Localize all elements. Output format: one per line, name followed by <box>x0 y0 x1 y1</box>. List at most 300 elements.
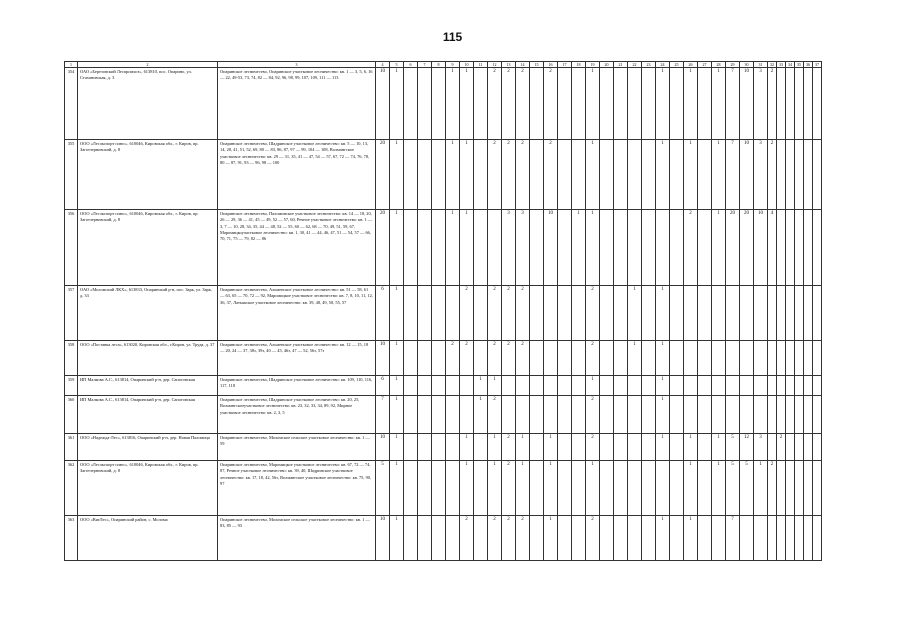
value-cell: 3 <box>754 434 768 461</box>
value-cell <box>768 434 777 461</box>
value-cell <box>628 68 642 140</box>
value-cell <box>813 286 822 341</box>
column-number: 28 <box>712 62 726 68</box>
value-cell <box>712 376 726 396</box>
value-cell: 2 <box>516 140 530 210</box>
value-cell <box>432 396 446 434</box>
value-cell <box>572 516 586 561</box>
value-cell <box>795 516 804 561</box>
value-cell <box>642 396 656 434</box>
value-cell <box>474 516 488 561</box>
value-cell <box>544 286 558 341</box>
value-cell <box>795 140 804 210</box>
value-cell <box>786 516 795 561</box>
value-cell: 2 <box>488 68 502 140</box>
value-cell <box>804 396 813 434</box>
value-cell <box>670 286 684 341</box>
value-cell: 7 <box>376 396 390 434</box>
value-cell <box>670 68 684 140</box>
value-cell <box>670 461 684 516</box>
value-cell: 1 <box>474 376 488 396</box>
value-cell: 1 <box>684 140 698 210</box>
value-cell: 2 <box>488 516 502 561</box>
value-cell <box>777 210 786 286</box>
value-cell <box>628 376 642 396</box>
value-cell: 2 <box>516 68 530 140</box>
value-cell <box>768 396 777 434</box>
value-cell <box>446 516 460 561</box>
value-cell <box>474 341 488 376</box>
forestry-description-cell: Опаринское лесничество, Альменское участковое лесничество: кв. 51 — 58, 61 — 63, 65 — 70, 72 — 92, Маромицкое участковое лесничество: кв. 7, 8, 10, 11, 12, 36, 37, Латышское участковое лесничество: кв. 39, 48, 49, 50, 55, 57 <box>218 286 376 341</box>
table-row <box>65 434 822 461</box>
table-row <box>65 376 822 396</box>
value-cell <box>813 210 822 286</box>
value-cell <box>432 341 446 376</box>
value-cell <box>813 140 822 210</box>
value-cell: 1 <box>390 341 404 376</box>
value-cell <box>754 516 768 561</box>
value-cell <box>813 68 822 140</box>
value-cell <box>768 286 777 341</box>
value-cell <box>516 376 530 396</box>
value-cell: 1 <box>390 210 404 286</box>
column-number: 29 <box>726 62 740 68</box>
value-cell: 2 <box>460 341 474 376</box>
value-cell <box>786 434 795 461</box>
value-cell: 2 <box>446 341 460 376</box>
value-cell <box>572 68 586 140</box>
value-cell: 6 <box>376 286 390 341</box>
value-cell <box>502 396 516 434</box>
value-cell: 1 <box>628 341 642 376</box>
column-number: 35 <box>795 62 804 68</box>
value-cell <box>558 210 572 286</box>
value-cell: 1 <box>586 210 600 286</box>
value-cell <box>516 396 530 434</box>
value-cell <box>614 140 628 210</box>
value-cell: 2 <box>768 461 777 516</box>
value-cell <box>698 516 712 561</box>
column-number: 32 <box>768 62 777 68</box>
value-cell <box>684 341 698 376</box>
value-cell: 1 <box>390 286 404 341</box>
column-number: 14 <box>516 62 530 68</box>
value-cell: 1 <box>712 68 726 140</box>
value-cell: 1 <box>712 210 726 286</box>
value-cell <box>804 210 813 286</box>
row-number: 360 <box>65 396 78 434</box>
value-cell: 1 <box>516 461 530 516</box>
value-cell: 5 <box>376 461 390 516</box>
value-cell <box>786 376 795 396</box>
value-cell <box>446 376 460 396</box>
value-cell: 3 <box>754 68 768 140</box>
forestry-description-cell: Опаринское лесничество, Шадринское участковое лесничество: кв. 20, 25, Волмангскоеучастковое лесничество: кв. 23, 32, 33, 34, 89, 92, Мирное участковое лесничество: кв. 2, 3, 5 <box>218 396 376 434</box>
value-cell: 2 <box>502 434 516 461</box>
value-cell: 3 <box>754 140 768 210</box>
value-cell <box>446 461 460 516</box>
column-number: 26 <box>684 62 698 68</box>
value-cell <box>642 286 656 341</box>
table-row <box>65 286 822 341</box>
value-cell <box>684 286 698 341</box>
value-cell: 1 <box>586 68 600 140</box>
value-cell <box>404 210 418 286</box>
value-cell <box>726 376 740 396</box>
table-row <box>65 461 822 516</box>
page-number: 115 <box>442 30 463 44</box>
value-cell <box>670 376 684 396</box>
value-cell: 2 <box>544 68 558 140</box>
value-cell: 1 <box>474 396 488 434</box>
value-cell <box>530 434 544 461</box>
value-cell <box>698 210 712 286</box>
value-cell <box>813 341 822 376</box>
value-cell: 2 <box>502 516 516 561</box>
value-cell <box>460 376 474 396</box>
value-cell <box>628 140 642 210</box>
value-cell <box>786 341 795 376</box>
value-cell <box>432 140 446 210</box>
forestry-description-cell: Опаринское лесничество, Альменское участковое лесничество: кв. 12 — 15, 18 — 20, 24 — 37, 38з, 39з, 40 — 45, 46з, 47 — 52, 56з, 57з <box>218 341 376 376</box>
value-cell <box>777 376 786 396</box>
value-cell: 2 <box>502 341 516 376</box>
value-cell: 10 <box>376 516 390 561</box>
organization-cell: ИП Малкова А.С., 613814, Опаринский р-н, дер. Сапоговская <box>78 376 218 396</box>
value-cell <box>418 140 432 210</box>
value-cell <box>432 461 446 516</box>
value-cell: 2 <box>684 210 698 286</box>
value-cell: 12 <box>740 434 754 461</box>
value-cell: 2 <box>586 396 600 434</box>
value-cell: 2 <box>516 286 530 341</box>
column-number: 8 <box>432 62 446 68</box>
value-cell <box>530 461 544 516</box>
value-cell <box>530 286 544 341</box>
forestry-description-cell: Опаринское лесничество, Шадринское участковое лесничество: кв. 109, 110, 116, 117, 118 <box>218 376 376 396</box>
value-cell <box>488 210 502 286</box>
value-cell: 1 <box>684 434 698 461</box>
column-number: 19 <box>586 62 600 68</box>
value-cell: 6 <box>376 376 390 396</box>
column-number: 27 <box>698 62 712 68</box>
value-cell <box>804 68 813 140</box>
column-number: 16 <box>544 62 558 68</box>
value-cell <box>474 210 488 286</box>
value-cell <box>670 210 684 286</box>
column-number: 3 <box>218 62 376 68</box>
value-cell <box>474 68 488 140</box>
value-cell <box>642 68 656 140</box>
value-cell <box>656 461 670 516</box>
value-cell <box>670 341 684 376</box>
value-cell <box>558 376 572 396</box>
value-cell: 10 <box>376 434 390 461</box>
value-cell <box>684 396 698 434</box>
value-cell: 5 <box>740 461 754 516</box>
value-cell <box>795 341 804 376</box>
value-cell <box>795 286 804 341</box>
value-cell: 20 <box>376 210 390 286</box>
value-cell: 1 <box>656 68 670 140</box>
column-number: 24 <box>656 62 670 68</box>
value-cell <box>712 396 726 434</box>
value-cell: 1 <box>488 434 502 461</box>
value-cell: 3 <box>516 210 530 286</box>
value-cell: 2 <box>488 140 502 210</box>
value-cell <box>418 68 432 140</box>
value-cell <box>600 376 614 396</box>
organization-cell: ООО «Лесэкспорт плюс», 610046, Кировская обл., г. Киров, пр. Заготзерновский, д. 8 <box>78 140 218 210</box>
value-cell <box>418 396 432 434</box>
value-cell <box>754 341 768 376</box>
value-cell: 1 <box>628 286 642 341</box>
value-cell: 1 <box>684 461 698 516</box>
value-cell <box>600 140 614 210</box>
value-cell: 2 <box>488 396 502 434</box>
value-cell <box>600 434 614 461</box>
value-cell <box>740 341 754 376</box>
value-cell <box>656 210 670 286</box>
value-cell <box>813 516 822 561</box>
value-cell <box>474 434 488 461</box>
value-cell <box>404 286 418 341</box>
value-cell: 7 <box>726 140 740 210</box>
forestry-description-cell: Опаринское лесничество, Опаринское участковое лесничество: кв. 1 — 3, 5, 6, 16 — 22, 49-53, 73, 74, 82 — 84, 92, 96, 98, 99, 107, 109, 111 — 113 <box>218 68 376 140</box>
organization-cell: ООО «Лесэкспорт плюс», 610046, Кировская обл., г. Киров, пр. Заготзерновский, д. 8 <box>78 210 218 286</box>
value-cell <box>642 210 656 286</box>
value-cell <box>558 434 572 461</box>
value-cell: 2 <box>502 68 516 140</box>
value-cell <box>558 68 572 140</box>
column-number: 5 <box>390 62 404 68</box>
organization-cell: ИП Малкова А.С., 613814, Опаринский р-н, дер. Сапоговская <box>78 396 218 434</box>
column-number: 17 <box>558 62 572 68</box>
value-cell: 1 <box>684 68 698 140</box>
value-cell: 1 <box>460 434 474 461</box>
value-cell: 5 <box>726 434 740 461</box>
column-number: 33 <box>777 62 786 68</box>
organization-cell: ОАО «Березовский Леспромхоз», 613810, пос. Опарино, ул. Стахановская, д. 3 <box>78 68 218 140</box>
value-cell: 1 <box>586 140 600 210</box>
value-cell: 2 <box>460 516 474 561</box>
column-number: 20 <box>600 62 614 68</box>
value-cell <box>777 461 786 516</box>
value-cell: 2 <box>516 341 530 376</box>
table-row <box>65 341 822 376</box>
column-number: 18 <box>572 62 586 68</box>
value-cell <box>614 461 628 516</box>
column-number: 31 <box>754 62 768 68</box>
value-cell <box>795 210 804 286</box>
value-cell: 1 <box>390 516 404 561</box>
value-cell: 1 <box>390 434 404 461</box>
value-cell: 1 <box>488 461 502 516</box>
value-cell <box>642 140 656 210</box>
value-cell: 1 <box>460 461 474 516</box>
value-cell: 1 <box>586 461 600 516</box>
value-cell <box>740 516 754 561</box>
value-cell <box>786 68 795 140</box>
value-cell <box>804 376 813 396</box>
value-cell <box>600 461 614 516</box>
value-cell <box>786 286 795 341</box>
value-cell <box>795 376 804 396</box>
value-cell <box>558 461 572 516</box>
value-cell <box>777 341 786 376</box>
value-cell <box>572 434 586 461</box>
value-cell: 1 <box>390 461 404 516</box>
value-cell <box>795 461 804 516</box>
value-cell <box>813 461 822 516</box>
value-cell <box>614 68 628 140</box>
value-cell: 1 <box>572 210 586 286</box>
column-number: 37 <box>813 62 822 68</box>
value-cell <box>754 396 768 434</box>
value-cell <box>786 396 795 434</box>
value-cell <box>544 376 558 396</box>
value-cell <box>777 68 786 140</box>
value-cell: 1 <box>516 434 530 461</box>
value-cell: 7 <box>726 516 740 561</box>
value-cell <box>530 210 544 286</box>
value-cell <box>432 516 446 561</box>
value-cell <box>628 516 642 561</box>
table-row <box>65 396 822 434</box>
value-cell: 1 <box>390 140 404 210</box>
value-cell <box>670 434 684 461</box>
value-cell <box>614 516 628 561</box>
value-cell <box>558 516 572 561</box>
value-cell <box>712 341 726 376</box>
value-cell: 1 <box>544 516 558 561</box>
value-cell: 1 <box>656 341 670 376</box>
value-cell: 1 <box>684 516 698 561</box>
row-number: 356 <box>65 210 78 286</box>
value-cell <box>418 461 432 516</box>
value-cell: 2 <box>502 140 516 210</box>
value-cell <box>804 461 813 516</box>
value-cell <box>804 516 813 561</box>
value-cell: 10 <box>544 210 558 286</box>
value-cell: 2 <box>586 286 600 341</box>
value-cell <box>804 434 813 461</box>
value-cell: 2 <box>460 286 474 341</box>
value-cell <box>432 286 446 341</box>
value-cell <box>404 376 418 396</box>
organization-cell: ООО «Надежда-Лес», 613816, Опаринский р-н, дер. Новая Паломица <box>78 434 218 461</box>
value-cell <box>600 341 614 376</box>
value-cell: 1 <box>712 434 726 461</box>
value-cell <box>530 68 544 140</box>
value-cell <box>777 286 786 341</box>
value-cell: 7 <box>726 68 740 140</box>
column-number: 4 <box>376 62 390 68</box>
value-cell <box>698 68 712 140</box>
row-number: 358 <box>65 341 78 376</box>
value-cell: 10 <box>754 210 768 286</box>
value-cell <box>786 140 795 210</box>
value-cell: 1 <box>460 210 474 286</box>
value-cell <box>404 516 418 561</box>
value-cell: 2 <box>586 516 600 561</box>
value-cell <box>726 341 740 376</box>
value-cell <box>502 376 516 396</box>
value-cell <box>670 516 684 561</box>
value-cell <box>446 286 460 341</box>
row-number: 354 <box>65 68 78 140</box>
organization-cell: ООО «Лесэкспорт плюс», 610046, Кировская обл., г. Киров, пр. Заготзерновский, д. 8 <box>78 461 218 516</box>
value-cell <box>628 434 642 461</box>
value-cell <box>530 396 544 434</box>
value-cell <box>446 434 460 461</box>
value-cell <box>558 341 572 376</box>
value-cell <box>698 396 712 434</box>
value-cell: 1 <box>488 376 502 396</box>
value-cell: 1 <box>544 434 558 461</box>
forestry-description-cell: Опаринское лесничество, Шадринское участковое лесничество: кв. 5 — 10, 13, 14, 28, 41, 51, 52, 69, 80 — 83, 86, 87, 97 — 99, 104 — 108, Волмангское участковое лесничество: кв. 29 — 31, 35, 41 — 47, 54 — 57, 67, 72 — 74, 76, 78, 80 — 87, 91, 93 — 96, 98 — 100 <box>218 140 376 210</box>
column-number: 13 <box>502 62 516 68</box>
column-number: 6 <box>404 62 418 68</box>
value-cell <box>813 376 822 396</box>
value-cell <box>600 210 614 286</box>
value-cell <box>813 434 822 461</box>
value-cell <box>544 396 558 434</box>
value-cell: 20 <box>726 210 740 286</box>
value-cell <box>726 286 740 341</box>
value-cell: 2 <box>502 461 516 516</box>
value-cell <box>754 286 768 341</box>
value-cell <box>404 140 418 210</box>
table-row <box>65 210 822 286</box>
row-number: 357 <box>65 286 78 341</box>
value-cell <box>813 396 822 434</box>
value-cell <box>786 210 795 286</box>
value-cell <box>777 516 786 561</box>
row-number: 359 <box>65 376 78 396</box>
row-number: 355 <box>65 140 78 210</box>
value-cell <box>795 434 804 461</box>
value-cell <box>404 68 418 140</box>
value-cell: 1 <box>656 434 670 461</box>
column-number: 25 <box>670 62 684 68</box>
value-cell <box>698 376 712 396</box>
value-cell: 10 <box>376 68 390 140</box>
organization-cell: ООО «Поставка леса», 613020, Кировская обл., г.Киров, ул. Труда, д. 37 <box>78 341 218 376</box>
value-cell <box>628 210 642 286</box>
value-cell <box>804 286 813 341</box>
value-cell <box>642 376 656 396</box>
column-number: 36 <box>804 62 813 68</box>
value-cell: 1 <box>656 140 670 210</box>
value-cell <box>614 210 628 286</box>
value-cell: 2 <box>586 434 600 461</box>
value-cell <box>614 286 628 341</box>
value-cell: 2 <box>777 434 786 461</box>
value-cell: 1 <box>754 461 768 516</box>
column-number: 21 <box>614 62 628 68</box>
value-cell <box>698 434 712 461</box>
value-cell: 1 <box>446 210 460 286</box>
value-cell <box>768 341 777 376</box>
value-cell <box>786 461 795 516</box>
column-number: 11 <box>474 62 488 68</box>
column-number: 9 <box>446 62 460 68</box>
organization-cell: ООО «ВятЛес», Опаринский район, с. Молома <box>78 516 218 561</box>
value-cell: 2 <box>544 140 558 210</box>
value-cell <box>600 286 614 341</box>
value-cell <box>754 376 768 396</box>
